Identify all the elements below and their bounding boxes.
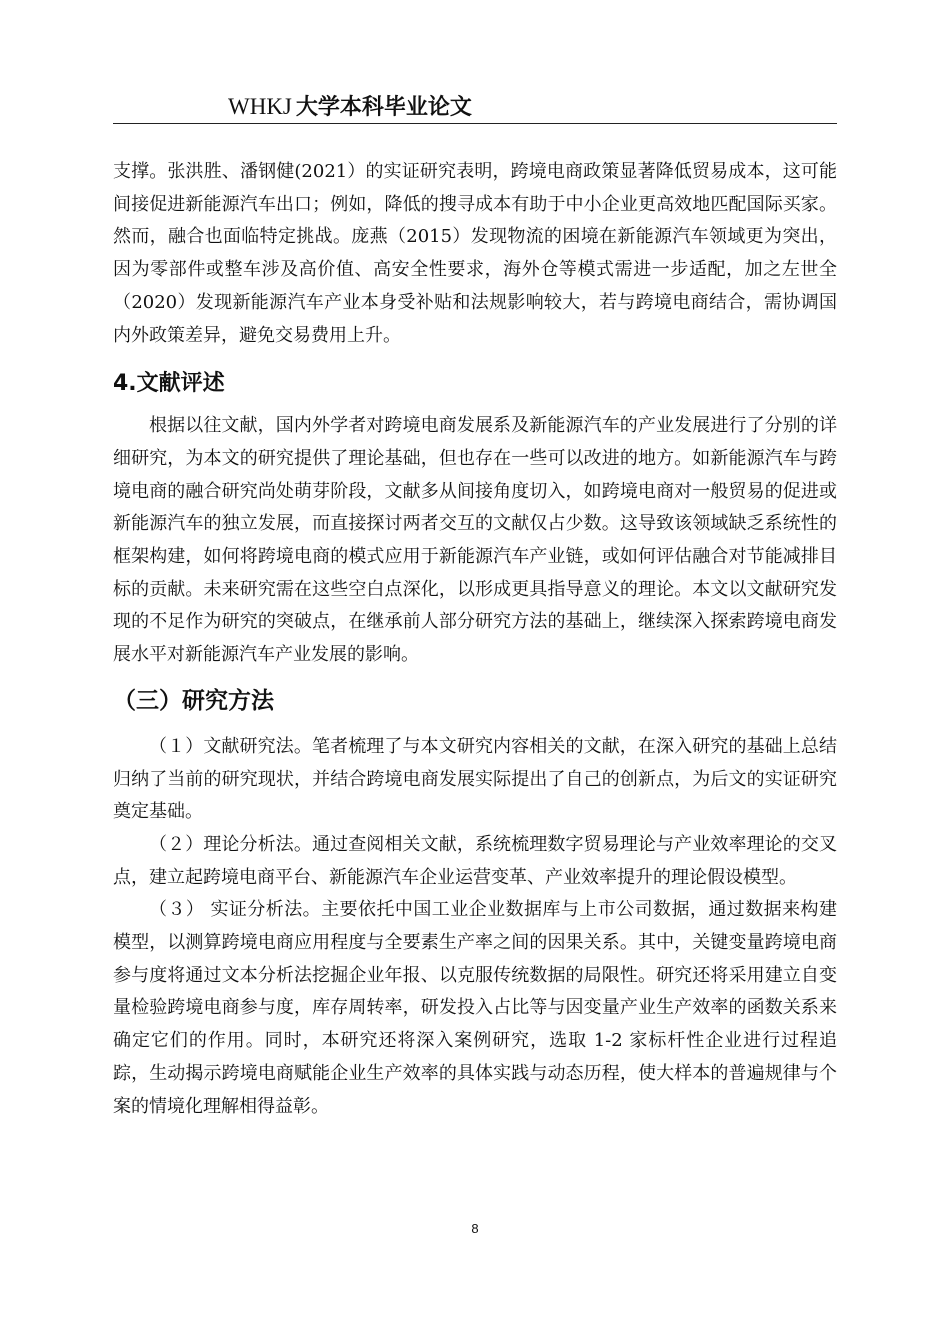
page-header [228, 90, 472, 124]
paragraph-literature-review: 根据以往文献，国内外学者对跨境电商发展系及新能源汽车的产业发展进行了分别的详细研究，为本文的研究提供了理论基础，但也存在一些可以改进的地方。如新能源汽车与跨境电商的融合研究尚处萌芽阶段，文献多从间接角度切入，如跨境电商对一般贸易的促进或新能源汽车的独立发展，而直接探讨两者交互的文献仅占少数。这导致该领域缺乏系统性的框架构建，如何将跨境电商的模式应用于新能源汽车产业链，或如何评估融合对节能减排目标的贡献。未来研究需在这些空白点深化，以形成更具指导意义的理论。本文以文献研究发现的不足作为研究的突破点，在继承前人部分研究方法的基础上，继续深入探索跨境电商发展水平对新能源汽车产业发展的影响。 [113, 415, 837, 666]
section-heading-research-methods: （三）研究方法 [113, 687, 274, 714]
paragraph-method-empirical: （３） 实证分析法。主要依托中国工业企业数据库与上市公司数据，通过数据来构建模型，以测算跨境电商应用程度与全要素生产率之间的因果关系。其中，关键变量跨境电商参与度将通过文本分析法挖掘企业年报、以克服传统数据的局限性。研究还将采用建立自变量检验跨境电商参与度，库存周转率，研发投入占比等与因变量产业生产效率的函数关系来确定它们的作用。同时，本研究还将深入案例研究，选取 1-2 家标杆性企业进行过程追踪，生动揭示跨境电商赋能企业生产效率的具体实践与动态历程，使大样本的普遍规律与个案的情境化理解相得益彰。 [113, 899, 837, 1117]
header-title: 大学本科毕业论文 [295, 95, 472, 120]
paragraph-method-theory: （２）理论分析法。通过查阅相关文献，系统梳理数字贸易理论与产业效率理论的交叉点，建立起跨境电商平台、新能源汽车企业运营变革、产业效率提升的理论假设模型。 [113, 833, 837, 888]
paragraph-continued: 支撑。张洪胜、潘钢健(2021）的实证研究表明，跨境电商政策显著降低贸易成本，这可能间接促进新能源汽车出口；例如，降低的搜寻成本有助于中小企业更高效地匹配国际买家。然而，融合也面临特定挑战。庞燕（2015）发现物流的困境在新能源汽车领域更为突出，因为零部件或整车涉及高价值、高安全性要求，海外仓等模式需进一步适配，加之左世全（2020）发现新能源汽车产业本身受补贴和法规影响较大，若与跨境电商结合，需协调国内外政策差异，避免交易费用上升。 [113, 161, 837, 346]
page-body [113, 156, 837, 1123]
header-divider [113, 123, 837, 124]
paragraph-method-literature: （１）文献研究法。笔者梳理了与本文研究内容相关的文献，在深入研究的基础上总结归纳了当前的研究现状，并结合跨境电商发展实际提出了自己的创新点，为后文的实证研究奠定基础。 [113, 735, 837, 823]
section-heading-literature-review: 4.文献评述 [113, 371, 225, 397]
page-number: 8 [471, 1221, 479, 1236]
header-code: WHKJ [228, 94, 292, 119]
